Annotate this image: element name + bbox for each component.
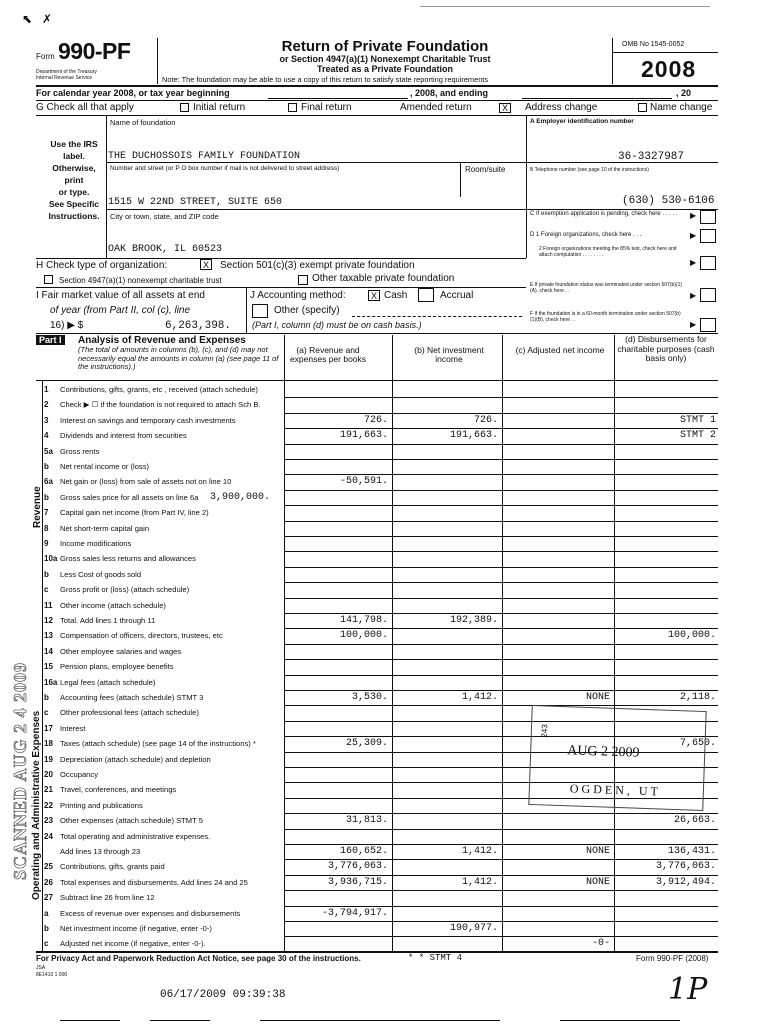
exemption-pending-label: C If exemption application is pending, check here . . . . . [530, 211, 678, 217]
cell-col-b[interactable]: 192,389. [449, 615, 498, 626]
cash-checkbox[interactable]: X [368, 290, 380, 301]
line-number: 26 [44, 877, 53, 887]
line-label: Less Cost of goods sold [60, 569, 142, 579]
foreign-85-checkbox[interactable] [700, 256, 716, 270]
line-number: 20 [44, 770, 53, 779]
address-change-checkbox[interactable] [638, 103, 647, 112]
line-number: 22 [44, 800, 53, 810]
table-row [42, 676, 718, 691]
line-label: Total expenses and disbursements. Add lines 24 and 25 [60, 877, 248, 887]
line-label: Add lines 13 through 23 [60, 847, 141, 856]
bottom-edge-mark3 [260, 1020, 500, 1021]
street-label: Number and street (or P O box number if mail is not delivered to street address) [110, 165, 340, 172]
line-label: Occupancy [60, 770, 98, 779]
line-number: 8 [44, 523, 49, 533]
cell-col-b[interactable]: 1,412. [461, 846, 498, 857]
arrow-icon-f: ▶ [690, 320, 697, 329]
table-row [42, 429, 718, 444]
line-number: 19 [44, 754, 53, 764]
line-number: 3 [44, 415, 49, 425]
ein-rule [526, 162, 718, 163]
cell-col-b[interactable]: 1,412. [461, 876, 498, 888]
line-number: 12 [44, 616, 53, 625]
line-number: 4 [44, 431, 49, 441]
line-label: Interest [60, 723, 86, 733]
bottom-edge-mark4 [560, 1020, 680, 1021]
omb-number: OMB No 1545-0052 [622, 41, 685, 48]
fmv-label2: of year (from Part II, col (c), line [50, 305, 191, 316]
table-row [42, 629, 718, 644]
table-row [42, 583, 718, 598]
cell-col-b[interactable]: 190,977. [449, 923, 498, 934]
jsa-label: JSA [36, 965, 46, 971]
terminated-label: E If private foundation status was terminated under section 507(b)(1)(A), check here . . [530, 282, 683, 294]
table-row [42, 645, 718, 660]
amended-return-checkbox[interactable]: X [499, 103, 511, 113]
line-number: b [44, 569, 49, 579]
cell-col-d[interactable]: STMT 1 [679, 414, 716, 426]
other-taxable-checkbox[interactable] [298, 275, 308, 285]
org-type-label: H Check type of organization: [36, 260, 168, 271]
revenue-side-label: Revenue [32, 486, 43, 528]
cell-col-b[interactable]: 191,663. [449, 430, 498, 442]
city-state-zip[interactable]: OAK BROOK, IL 60523 [108, 244, 223, 255]
line-label: Gross profit or (loss) (attach schedule) [60, 585, 190, 595]
terminated-checkbox[interactable] [700, 288, 716, 302]
line-number: 11 [44, 600, 53, 610]
cell-col-a[interactable]: 141,798. [339, 615, 388, 626]
sixty-month-label: F If the foundation is in a 60-month termination under section 507(b)(1)(B), check here . . [530, 311, 681, 323]
s4947-label: Section 4947(a)(1) nonexempt charitable trust [59, 276, 222, 285]
cell-col-a[interactable]: 160,652. [339, 846, 388, 857]
ein-value[interactable]: 36-3327987 [618, 151, 685, 163]
line-label: Gross sales price for all assets on line 6a [60, 492, 199, 502]
table-row [42, 876, 718, 891]
initial-return-checkbox[interactable] [180, 103, 189, 112]
ein-label: A Employer identification number [530, 118, 634, 125]
header-divider-right [612, 38, 613, 84]
foundation-name[interactable]: THE DUCHOSSOIS FAMILY FOUNDATION [108, 151, 301, 162]
cell-col-d[interactable]: STMT 2 [679, 430, 716, 442]
handwritten-initials: 1P [668, 972, 708, 1007]
received-stamp-num: 243 [539, 724, 550, 738]
address-change-label: Address change [525, 102, 598, 113]
line-number: c [44, 939, 49, 949]
line-number: 2 [44, 400, 49, 410]
dept-line2: Internal Revenue Service [36, 75, 93, 81]
part-i-tag: Part I [36, 335, 65, 345]
table-row [42, 907, 718, 922]
line-label: Other income (attach schedule) [60, 600, 166, 610]
ij-bottom-rule [36, 333, 718, 334]
h-row-rule [36, 287, 526, 288]
name-change-label: Name change [650, 102, 713, 113]
received-stamp-city: OGDEN, UT [569, 781, 662, 799]
cell-col-a[interactable]: 100,000. [339, 630, 388, 642]
table-row [42, 383, 718, 398]
g-row-rule [36, 115, 718, 116]
line-label: Net gain or (loss) from sale of assets not on line 10 [60, 477, 232, 487]
line-label: Contributions, gifts, grants paid [60, 862, 165, 872]
scan-edge [420, 6, 710, 7]
phone-value[interactable]: (630) 530-6106 [622, 195, 715, 207]
line-label: Contributions, gifts, grants, etc , received (attach schedule) [60, 385, 258, 394]
accounting-method-label: J Accounting method: [250, 290, 346, 301]
ij-divider [246, 287, 247, 333]
name-rule [106, 162, 526, 163]
col-d-header: (d) Disbursements for charitable purposes (cash basis only) [617, 334, 715, 363]
form-title: Return of Private Foundation [281, 38, 489, 55]
s4947-checkbox[interactable] [44, 275, 53, 284]
cell-col-d[interactable]: 100,000. [667, 630, 716, 642]
cell-col-a[interactable]: 3,936,715. [327, 876, 388, 888]
line-number: b [44, 492, 49, 502]
scanned-stamp: SCANNED AUG 2 4 2009 [10, 661, 30, 880]
side-l4: print [64, 175, 84, 185]
line-label: Travel, conferences, and meetings [60, 785, 177, 795]
line-label: Total operating and administrative expenses. [60, 831, 211, 841]
bottom-edge-mark2 [150, 1020, 210, 1021]
label-block-left [106, 115, 107, 258]
line-label: Total. Add lines 1 through 11 [60, 616, 156, 625]
street-rule [106, 209, 526, 210]
table-row [42, 414, 718, 429]
table-row [42, 860, 718, 875]
other-method-line[interactable] [352, 316, 522, 317]
cash-label: Cash [384, 290, 408, 301]
cell-col-d[interactable]: 26,663. [673, 815, 716, 827]
amended-return-label: Amended return [400, 102, 472, 113]
line-label: Printing and publications [60, 800, 143, 810]
tax-year: 2008 [641, 56, 697, 82]
received-stamp [528, 705, 706, 811]
gross-sales-inline-value[interactable]: 3,900,000. [210, 491, 271, 503]
line-number: 16a [44, 677, 58, 687]
table-row [42, 522, 718, 537]
line-number: 14 [44, 646, 53, 656]
foreign-org-checkbox[interactable] [700, 229, 716, 243]
col-c-header: (c) Adjusted net income [515, 345, 605, 355]
line-label: Net investment income (if negative, enter -0-) [60, 924, 212, 933]
arrow-icon-d2: ▶ [690, 258, 697, 267]
line-number: c [44, 585, 49, 595]
cell-col-c[interactable]: NONE [585, 692, 610, 703]
line-label: Taxes (attach schedule) (see page 14 of the instructions) * [60, 739, 256, 749]
arrow-icon-e: ▶ [690, 291, 697, 300]
calendar-year-label: For calendar year 2008, or tax year beginning [36, 88, 230, 98]
table-row [42, 891, 718, 906]
line-number: 9 [44, 539, 49, 548]
dept-line1: Department of the Treasury [36, 69, 97, 75]
sixty-month-checkbox[interactable] [700, 318, 716, 332]
table-row [42, 460, 718, 475]
table-bottom-rule [36, 951, 718, 953]
table-row [42, 845, 718, 860]
label-block-right [526, 115, 527, 258]
line-number: 24 [44, 831, 53, 841]
line-number: b [44, 462, 49, 471]
cell-col-a[interactable]: -3,794,917. [321, 907, 388, 919]
cell-col-a[interactable]: 25,309. [345, 738, 388, 750]
stmt4-note: * * STMT 4 [408, 953, 463, 963]
other-method-checkbox[interactable] [252, 304, 268, 318]
line-number: 5a [44, 446, 53, 456]
form-prefix: Form [36, 52, 55, 61]
header-divider-left [157, 38, 158, 84]
side-l3: Otherwise, [52, 163, 96, 173]
cell-col-d[interactable]: 136,431. [667, 846, 716, 857]
twenty-label: , 20 [676, 88, 692, 98]
side-l1: Use the IRS [50, 139, 98, 149]
table-row [42, 599, 718, 614]
line-label: Net short-term capital gain [60, 523, 150, 533]
phone-label: B Telephone number (see page 10 of the instructions) [530, 167, 649, 173]
final-return-checkbox[interactable] [288, 103, 297, 112]
table-row [42, 660, 718, 675]
table-row [42, 568, 718, 583]
arrow-icon-c: ▶ [690, 211, 697, 220]
line-number: 7 [44, 508, 49, 518]
expenses-side-label: Operating and Administrative Expenses [31, 710, 42, 900]
exemption-pending-checkbox[interactable] [700, 210, 716, 224]
form-subtitle2: Treated as a Private Foundation [316, 64, 454, 74]
line-label: Dividends and interest from securities [60, 431, 187, 441]
arrow-icon-d1: ▶ [690, 231, 697, 240]
line-label: Depreciation (attach schedule) and depletion [60, 754, 211, 764]
cell-col-a[interactable]: 726. [363, 414, 388, 426]
table-row [42, 691, 718, 706]
line-label: Other expenses (attach schedule) STMT 5 [60, 816, 203, 826]
line-label: Pension plans, employee benefits [60, 662, 174, 672]
line-label: Interest on savings and temporary cash investments [60, 415, 236, 425]
header-bottom-rule [36, 85, 718, 87]
part-i-desc: (The total of amounts in columns (b), (c), and (d) may not necessarily equal the amounts in column (a) (see page 11 of the instructions).) [78, 345, 279, 371]
line-number: 15 [44, 662, 53, 672]
table-row [42, 537, 718, 552]
line-number: a [44, 908, 49, 918]
cell-col-d[interactable]: 2,118. [679, 692, 716, 703]
foreign-org-label: D 1 Foreign organizations, check here . . . [530, 232, 642, 238]
form-subtitle1: or Section 4947(a)(1) Nonexempt Charitable Trust [279, 54, 491, 64]
irs-label-instructions [45, 138, 103, 222]
and-ending-label: , 2008, and ending [410, 88, 489, 98]
city-label: City or town, state, and ZIP code [110, 212, 219, 221]
table-row [42, 614, 718, 629]
line-number: 27 [44, 893, 53, 903]
line-number: 21 [44, 785, 53, 795]
line-label: Net rental income or (loss) [60, 462, 150, 471]
line-number: c [44, 708, 49, 718]
line-number: b [44, 924, 49, 933]
table-row [42, 830, 718, 845]
line-label: Gross sales less returns and allowances [60, 554, 196, 564]
omb-rule [612, 52, 718, 53]
accrual-checkbox[interactable] [418, 288, 434, 302]
cell-col-a[interactable]: 31,813. [345, 815, 388, 827]
room-divider [460, 162, 461, 197]
cell-col-a[interactable]: -50,591. [339, 476, 388, 488]
other-method-label: Other (specify) [274, 305, 340, 316]
received-stamp-date: AUG 2 2009 [566, 743, 640, 761]
part-i-title: Analysis of Revenue and Expenses [78, 335, 246, 346]
s501-label: Section 501(c)(3) exempt private foundation [220, 260, 415, 271]
side-l7: Instructions. [48, 211, 100, 221]
line-label: Gross rents [60, 446, 100, 456]
col-b-header: (b) Net investment income [414, 345, 484, 364]
table-row [42, 445, 718, 460]
cell-col-a[interactable]: 3,776,063. [327, 861, 388, 873]
line-number: 10a [44, 554, 58, 564]
line-number: 13 [44, 631, 53, 641]
cell-col-d[interactable]: 3,912,494. [655, 876, 716, 888]
table-row [42, 922, 718, 937]
calendar-rule [36, 100, 718, 101]
side-l5: or type. [58, 187, 90, 197]
line-number: 25 [44, 862, 53, 872]
line-label: Adjusted net income (if negative, enter -0-). [60, 939, 206, 949]
fmv-value[interactable]: 6,263,398. [165, 320, 232, 332]
table-row [42, 814, 718, 829]
table-row [42, 491, 718, 506]
table-row [42, 398, 718, 413]
line-number: b [44, 693, 49, 702]
part-i-note: (Part I, column (d) must be on cash basis.) [252, 320, 422, 330]
cell-col-a[interactable]: 3,530. [351, 692, 388, 703]
bottom-edge-mark1 [60, 1020, 120, 1021]
form-number: 990-PF [58, 38, 131, 64]
tax-year-begin-line[interactable] [268, 98, 408, 99]
line-label: Other professional fees (attach schedule) [60, 708, 199, 718]
other-taxable-label: Other taxable private foundation [312, 273, 455, 284]
cell-col-a[interactable]: 191,663. [339, 430, 388, 442]
line-label: Compensation of officers, directors, trustees, etc [60, 631, 223, 641]
line-number: 18 [44, 739, 53, 749]
s501-checkbox[interactable]: X [200, 259, 212, 270]
fmv-label3: 16) ▶ $ [50, 320, 84, 331]
phone-rule [526, 209, 718, 210]
form-note: Note: The foundation may be able to use a copy of this return to satisfy state reporting requirements [162, 75, 489, 84]
street-address[interactable]: 1515 W 22ND STREET, SUITE 650 [108, 197, 283, 208]
cell-col-d[interactable]: 7,650. [679, 738, 716, 750]
line-number: 17 [44, 723, 53, 733]
cell-col-b[interactable]: 1,412. [461, 692, 498, 703]
line-number: 6a [44, 477, 53, 487]
cell-col-b[interactable]: 726. [473, 414, 498, 426]
line-label: Excess of revenue over expenses and disbursements [60, 908, 241, 918]
col-a-header: (a) Revenue and expenses per books [289, 345, 367, 364]
room-suite-label: Room/suite [465, 165, 506, 174]
final-return-label: Final return [301, 102, 352, 113]
foundation-name-label: Name of foundation [110, 118, 176, 127]
form-ref-footer: Form 990-PF (2008) [636, 954, 709, 963]
line-label: Other employee salaries and wages [60, 646, 182, 656]
initial-return-label: Initial return [193, 102, 246, 113]
line-label: Legal fees (attach schedule) [60, 677, 156, 687]
line-label: Income modifications [60, 539, 132, 548]
accrual-label: Accrual [440, 290, 474, 301]
corner-mark: ⬉ ✗ [22, 12, 53, 26]
form-code: 8E1410 1 000 [36, 972, 68, 978]
table-row [42, 506, 718, 521]
tax-year-end-line[interactable] [522, 98, 672, 99]
print-timestamp: 06/17/2009 09:39:38 [160, 989, 286, 1001]
side-l2: label. [63, 151, 85, 161]
foreign-85-label: 2 Foreign organizations meeting the 85% test, check here and attach computation . . . . . . . . [539, 246, 677, 258]
fmv-label1: I Fair market value of all assets at end [36, 290, 205, 301]
cell-col-c[interactable]: -0- [591, 938, 610, 950]
check-all-label: G Check all that apply [36, 102, 134, 113]
line-label: Accounting fees (attach schedule) STMT 3 [60, 693, 204, 702]
side-l6: See Specific [48, 199, 100, 209]
table-row [42, 552, 718, 567]
line-number: 23 [44, 816, 53, 826]
table-row [42, 475, 718, 490]
cell-col-c[interactable]: NONE [585, 876, 610, 888]
line-label: Capital gain net income (from Part IV, line 2) [60, 508, 209, 518]
part-i-header-rule [36, 380, 718, 381]
privacy-notice: For Privacy Act and Paperwork Reduction Act Notice, see page 30 of the instructions. [36, 954, 361, 963]
line-label: Subtract line 26 from line 12 [60, 893, 155, 903]
cell-col-d[interactable]: 3,776,063. [655, 861, 716, 873]
cell-col-c[interactable]: NONE [585, 846, 610, 857]
line-number: 1 [44, 385, 49, 394]
label-block-bottom [36, 258, 526, 259]
line-label: Check ▶ ☐ if the foundation is not required to attach Sch B. [60, 400, 261, 410]
